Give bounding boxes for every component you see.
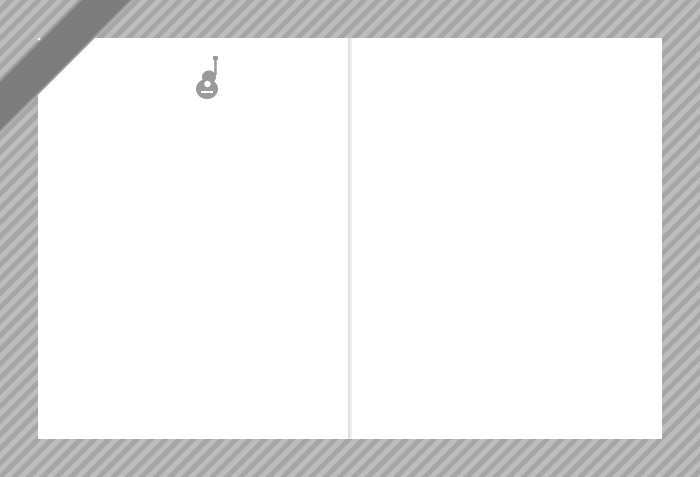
- right-page: [352, 38, 662, 439]
- guitar-icon: [193, 54, 225, 100]
- left-page: [38, 38, 348, 439]
